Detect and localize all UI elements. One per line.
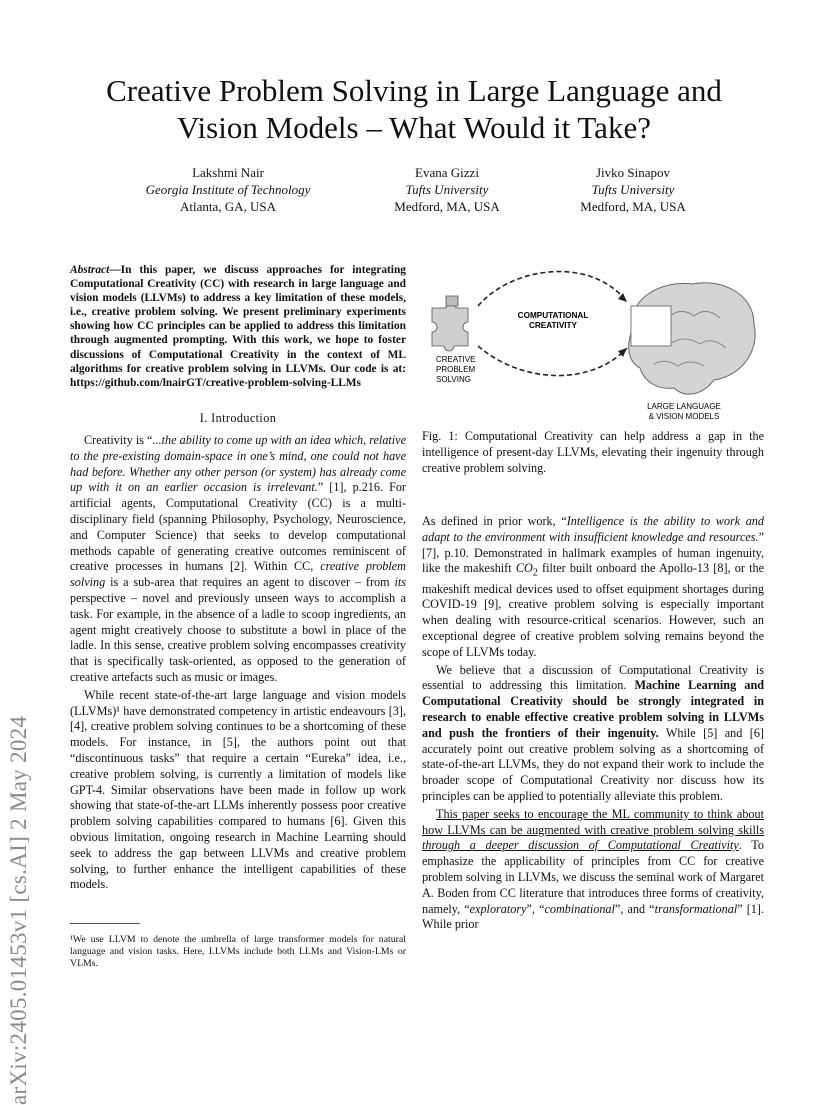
- text-run: ” [7], p.10. Demonstrated in hallmark examples of human ingenuity, like the makeshift: [422, 529, 764, 576]
- arrow-lower: [478, 346, 627, 376]
- brain-icon: [629, 283, 755, 394]
- figure-caption: Fig. 1: Computational Creativity can help address a gap in the intelligence of present-day LLVMs, elevating their ingenuity through creative problem solving.: [422, 429, 764, 475]
- emphasis-text: transformational: [654, 901, 738, 916]
- author-block: [533, 164, 733, 215]
- author-affiliation: Georgia Institute of Technology: [145, 182, 311, 197]
- fig-label-cc: COMPUTATIONAL: [517, 311, 589, 320]
- fig-label-cps: CREATIVE: [436, 355, 476, 364]
- text-run: filter built onboard the Apollo-13 [8], or the makeshift medical devices used to offset equipment shortages during COVID-19 [9], creative problem solving is especially important when dealing with resource-critical scenarios. However, such an exceptional degree of creative problem solving remains beyond the scope of LLVMs today.: [422, 561, 764, 659]
- author-affiliation: Tufts University: [405, 182, 489, 197]
- abstract-label: Abstract: [70, 264, 110, 276]
- author-location: Atlanta, GA, USA: [179, 199, 277, 214]
- arxiv-watermark: arXiv:2405.01453v1 [cs.AI] 2 May 2024: [6, 715, 31, 1105]
- section-heading: I. Introduction: [199, 411, 277, 425]
- quote-text: Intelligence is the ability to work and adapt to the environment with insufficient knowledge and resources.: [422, 514, 764, 544]
- left-column-body: [70, 433, 406, 893]
- text-run: We believe that a discussion of Computational Creativity is essential to addressing this limitation.: [422, 662, 764, 693]
- fig-label-cps: PROBLEM: [436, 365, 476, 374]
- bold-text: Machine Learning and Computational Creativity should be strongly integrated in research to enable effective creative problem solving in LLVMs and push the frontiers of their ingenuity.: [422, 678, 764, 740]
- paragraph: [422, 514, 764, 661]
- paragraph: [422, 663, 764, 805]
- paragraph: [422, 807, 764, 933]
- puzzle-icon: [432, 296, 468, 351]
- emphasis-text: exploratory: [469, 901, 527, 916]
- author-name: Evana Gizzi: [415, 165, 479, 180]
- fig-label-llvm: LARGE LANGUAGE: [647, 402, 721, 411]
- footnote: ¹We use LLVM to denote the umbrella of large transformer models for natural language and vision tasks. Here, LLVMs include both LLMs and Vision-LMs or VLMs.: [70, 934, 406, 970]
- fig-label-cc: CREATIVITY: [528, 321, 578, 330]
- author-affiliation: Tufts University: [591, 182, 675, 197]
- figure-1: [422, 258, 762, 426]
- fig-label-llvm: & VISION MODELS: [648, 412, 720, 421]
- abstract-text: —In this paper, we discuss approaches for integrating Computational Creativity (CC) with research in large language and vision models (LLVMs) to address a key limitation of these models, i.e., creative problem solving. We present preliminary experiments showing how CC principles can be applied to address this limitation through augmented prompting. With this work, we hope to foster discussions of Computational Creativity in the context of ML algorithms for creative problem solving in LLVMs. Our code is at: https://github.com/lnairGT/creative-problem-solving-LLMs: [70, 264, 406, 389]
- paragraph: [70, 433, 406, 686]
- paragraph: While recent state-of-the-art large language and vision models (LLVMs)¹ have demonstrated competency in artistic endeavours [3], [4], creative problem solving continues to be a shortcoming of these models. For instance, in [5], the authors point out that “discontinuous tasks” that require a certain “Eureka” idea, i.e., creative problem solving, is currently a limitation of models like GPT-4. Similar observations have been made in follow up work showing that state-of-the-art LLMs inherently possess poor creative problem solving capabilities compared to humans [6]. Given this obvious limitation, ongoing research in Machine Learning should seek to address the gap between LLVMs and creative problem solving, to further enhance the intelligent capabilities of these models.: [70, 687, 406, 892]
- author-name: Jivko Sinapov: [595, 165, 671, 180]
- author-block: [347, 164, 547, 215]
- quote-text: ...the ability to come up with an idea which, relative to the pre-existing domain-space in one’s mind, one could not have had before. Whether any other person (or system) has already come up with it on an earlier occasion is irrelevant.: [70, 433, 407, 495]
- formula-text: CO: [515, 561, 533, 576]
- underlined-text: through a deeper discussion of Computational Creativity: [422, 838, 739, 853]
- right-column-body: [422, 514, 764, 933]
- author-block: [128, 164, 328, 215]
- author-location: Medford, MA, USA: [580, 199, 686, 214]
- text-run: Creativity is “: [84, 433, 153, 447]
- emphasis-text: combinational: [544, 901, 615, 916]
- underlined-text: This paper seeks to encourage the ML community to think about how LLVMs can be augmented with creative problem solving skills: [422, 806, 764, 837]
- emphasis-text: creative problem solving: [70, 559, 406, 590]
- author-location: Medford, MA, USA: [394, 199, 500, 214]
- author-name: Lakshmi Nair: [192, 165, 264, 180]
- text-run: ”, “: [526, 901, 545, 916]
- arrow-upper: [478, 272, 627, 306]
- emphasis-text: its: [394, 575, 406, 590]
- text-run: While [5] and [6] accurately point out creative problem solving as a shortcoming of state-of-the-art LLVMs, they do not expand their work to include the broader scope of Computational Creativity nor discuss how its principles can be applied to potentially alleviate this problem.: [422, 725, 764, 803]
- title-line-1: Creative Problem Solving in Large Language and: [106, 73, 722, 108]
- text-run: ” [1], p.216. For artificial agents, Computational Creativity (CC) is a multi-disciplinary field (spanning Philosophy, Psychology, Neuroscience, and Computer Science) that seeks to develop computational methods capable of generating creative outcomes reminiscent of creative processes in humans [2]. Within CC,: [70, 480, 406, 574]
- footnote-divider: [70, 923, 140, 924]
- abstract: [70, 263, 406, 390]
- text-run: ” [1]. While prior: [422, 901, 764, 932]
- title-line-2: Vision Models – What Would it Take?: [177, 110, 651, 145]
- text-run: is a sub-area that requires an agent to discover – from: [105, 575, 395, 590]
- fig-label-cps: SOLVING: [436, 375, 471, 384]
- paper-title: [0, 72, 828, 146]
- text-run: perspective – novel and previously unseen ways to accomplish a task. For example, in the absence of a ladle to scoop ingredients, an agent might creatively choose to substitute a bowl in place of the ladle. In this sense, creative problem solving encompasses creativity that is specifically task-oriented, as opposed to the generation of creative artefacts such as music or images.: [70, 590, 406, 684]
- formula-subscript: 2: [532, 567, 538, 579]
- text-run: . To emphasize the applicability of principles from CC for creative problem solving in LLVMs, we discuss the seminal work of Margaret A. Boden from CC literature that introduces three forms of creativity, namely, “: [422, 838, 764, 916]
- text-run: As defined in prior work, “: [422, 514, 567, 528]
- text-run: ”, and “: [614, 901, 655, 916]
